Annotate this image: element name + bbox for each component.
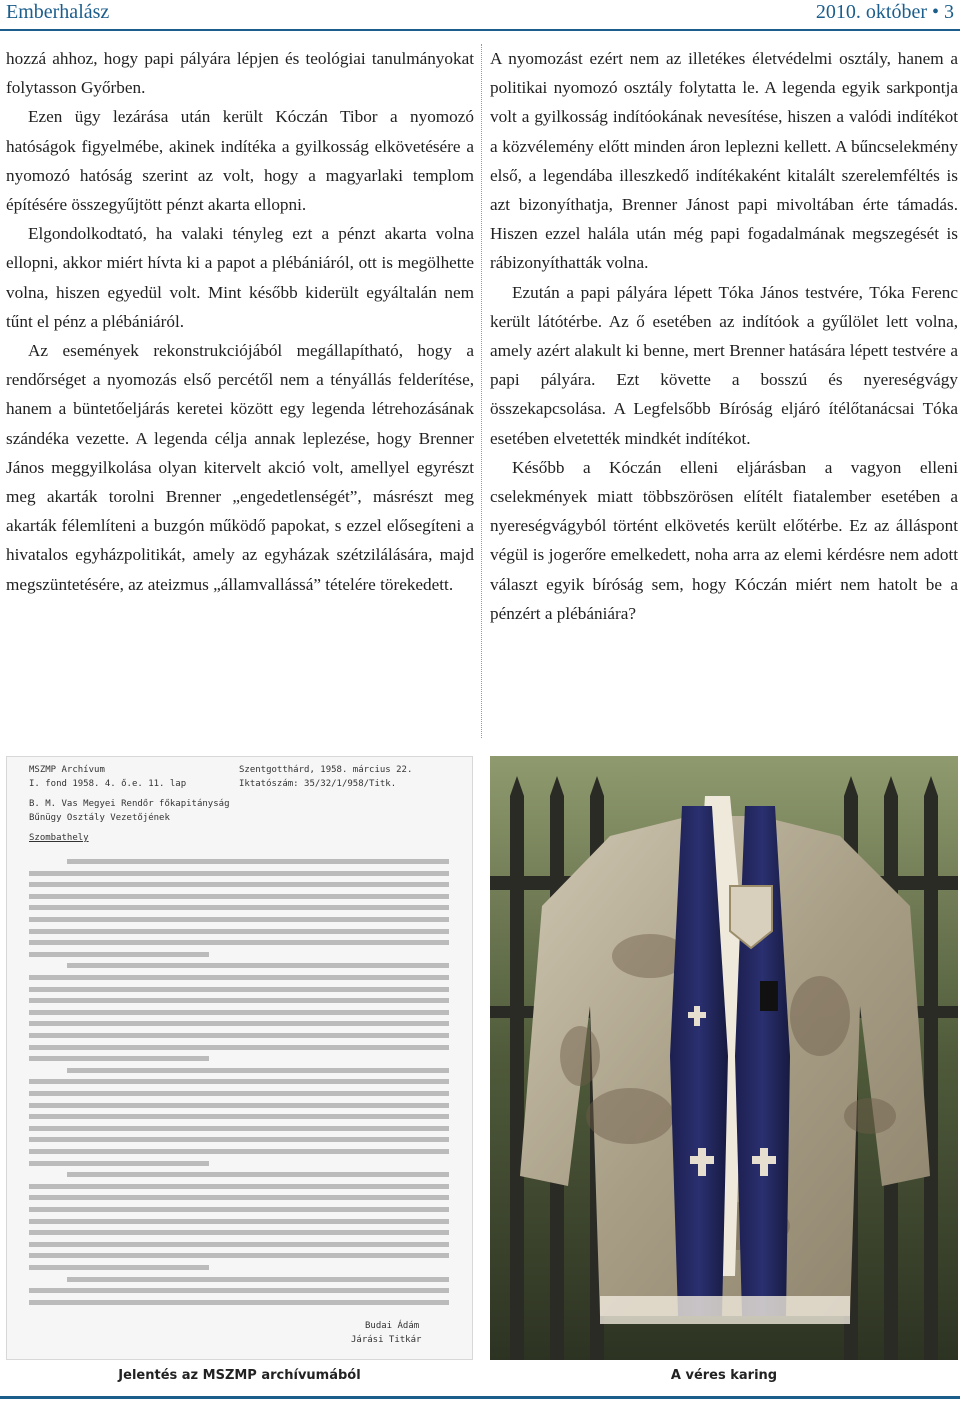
archive-report-image — [6, 756, 473, 1360]
doc-text-line — [29, 1288, 449, 1293]
small-pouch — [760, 981, 778, 1011]
paragraph: Az események rekonstrukciójából megállapítható, hogy a rendőrséget a nyomozás első percétől nem a tényállás felderítése, hanem a büntetőeljárás keretei között egy legenda létrehozásának szándéka vezette. A legenda célja annak leplezése, hogy Brenner János meggyilkolása olyan kitervelt akció volt, amellyel egyrészt meg akarták torolni Brenner „engedetlenségét”, másrészt meg akarták félemlíteni a buzgón működő papokat, s ezzel elősegíteni a hivatalos egyházpolitikát, amely az egyházak szétzilálására, majd megszüntetésére, az ateizmus „államvallássá” tételére törekedett. — [6, 341, 474, 594]
doc-text-line — [29, 882, 449, 887]
bullet-separator: • — [931, 1, 944, 23]
section-title: Emberhalász — [6, 1, 110, 23]
figure-caption-left: Jelentés az MSZMP archívumából — [118, 1368, 361, 1383]
issue-info — [816, 1, 954, 24]
doc-line: Szentgotthárd, 1958. március 22. — [239, 765, 413, 775]
paragraph: A nyomozást ezért nem az illetékes életvédelmi osztály, hanem a politikai nyomozó osztály folytatta le. A legenda egyik sarkpontja volt a gyilkosság indítóokának nevesítése, hiszen a valódi indítékot a közvélemény előtt minden áron leplezni kellett. A bűncselekmény első, a legendába illeszkedő indítékaként kitalált szerelemféltés is azt bizonyíthatja, Brenner Jánost papi mivoltában érte támadás. Hiszen ezzel halála után még papi fogadalmának megszegését is rábizonyíthatták volna. — [490, 49, 958, 273]
column-divider — [481, 44, 482, 738]
doc-text-line — [29, 1265, 209, 1270]
doc-text-line — [29, 1253, 449, 1258]
lace-hem — [600, 1296, 850, 1324]
left-column — [6, 44, 474, 599]
doc-text-line — [29, 952, 209, 957]
doc-text-line — [29, 1079, 449, 1084]
doc-text-line — [67, 1068, 449, 1073]
doc-text-line — [29, 940, 449, 945]
doc-text-line — [29, 1242, 449, 1247]
doc-line: Bűnügy Osztály Vezetőjének — [29, 813, 170, 823]
doc-text-line — [29, 1161, 209, 1166]
doc-text-line — [67, 963, 449, 968]
doc-text-line — [29, 1126, 449, 1131]
page-header — [0, 0, 960, 28]
doc-text-line — [29, 1021, 449, 1026]
doc-text-line — [29, 1045, 449, 1050]
doc-signature-title: Járási Titkár — [351, 1335, 422, 1345]
figure-caption-right: A véres karing — [670, 1368, 778, 1383]
surplice-illustration — [490, 756, 958, 1360]
doc-text-line — [29, 1056, 209, 1061]
bloody-surplice-photo — [490, 756, 958, 1360]
doc-text-line — [29, 1207, 449, 1212]
doc-line: MSZMP Archívum — [29, 765, 105, 775]
doc-text-line — [29, 987, 449, 992]
right-column — [490, 44, 958, 628]
doc-text-line — [29, 1103, 449, 1108]
doc-text-line — [67, 859, 449, 864]
doc-line: Szombathely — [29, 833, 89, 843]
header-rule — [0, 29, 960, 31]
doc-text-line — [29, 1230, 449, 1235]
doc-text-line — [29, 1137, 449, 1142]
doc-text-line — [29, 1195, 449, 1200]
doc-line: I. fond 1958. 4. ő.e. 11. lap — [29, 779, 187, 789]
doc-line: Iktatószám: 35/32/1/958/Titk. — [239, 779, 397, 789]
doc-text-line — [29, 1149, 449, 1154]
doc-text-line — [29, 1033, 449, 1038]
paragraph: hozzá ahhoz, hogy papi pályára lépjen és teológiai tanulmányokat folytasson Győrben. — [6, 49, 474, 98]
doc-text-line — [29, 917, 449, 922]
doc-text-line — [67, 1172, 449, 1177]
doc-text-line — [29, 1219, 449, 1224]
doc-text-line — [29, 905, 449, 910]
paragraph: Később a Kóczán elleni eljárásban a vagyon elleni cselekmények miatt többszörösen elítélt fiatalember esetében a nyereségvágyból történt elkövetés került előtérbe. Ez az álláspont végül is jogerőre emelkedett, noha arra az elemi kérdésre nem adott választ egyik bíróság sem, hogy Kóczán miért nem hatolt be a pénzért a plébániára? — [490, 457, 958, 623]
doc-text-line — [29, 929, 449, 934]
footer-rule — [0, 1396, 960, 1399]
doc-text-line — [29, 1114, 449, 1119]
doc-text-line — [29, 998, 449, 1003]
paragraph: Elgondolkodtató, ha valaki tényleg ezt a pénzt akarta volna ellopni, akkor miért hívta ki a papot a plébániáról, ott is megölhette volna, hiszen egyedül volt. Mint később kiderült egyáltalán nem tűnt el pénz a plébániáról. — [6, 224, 474, 331]
page-number: 3 — [944, 1, 954, 23]
doc-text-line — [67, 1277, 449, 1282]
doc-text-line — [29, 1091, 449, 1096]
doc-text-line — [29, 871, 449, 876]
paragraph: Ezen ügy lezárása után került Kóczán Tibor a nyomozó hatóságok figyelmébe, akinek indítéka a gyilkosság elkövetésére a nyomozó hatóság szerint az volt, hogy a magyarlaki templom építésére összegyűjtött pénzt akarta ellopni. — [6, 107, 474, 215]
doc-line: B. M. Vas Megyei Rendőr főkapitányság — [29, 799, 230, 809]
doc-text-line — [29, 1300, 449, 1305]
doc-text-line — [29, 1184, 449, 1189]
doc-text-line — [29, 1010, 449, 1015]
paragraph: Ezután a papi pályára lépett Tóka János testvére, Tóka Ferenc került látótérbe. Az ő esetében az indítóok a gyűlölet lett volna, amely azért alakult ki benne, mert Brenner hatására lépett testvére a papi pályára. Ezt követte a bosszú és nyereségvágy összekapcsolása. A Legfelsőbb Bíróság eljáró ítélőtanácsai Tóka esetében elvetették mindkét indítékot. — [490, 282, 958, 448]
doc-signature: Budai Ádám — [365, 1321, 420, 1331]
doc-text-line — [29, 894, 449, 899]
issue-date: 2010. október — [815, 1, 927, 23]
doc-text-line — [29, 975, 449, 980]
